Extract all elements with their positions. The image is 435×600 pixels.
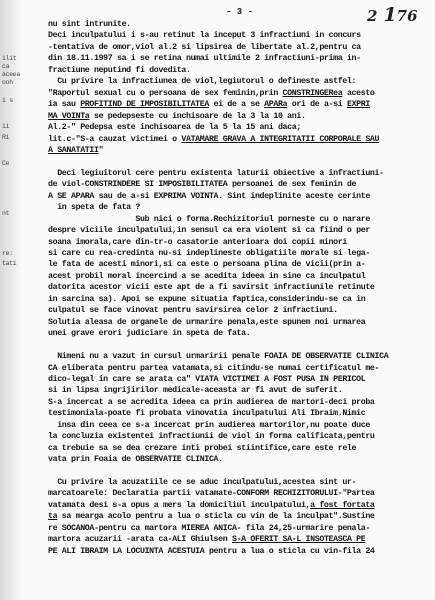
text-line: le fata de acesti minori,si ca este o persoana plina de vicii(prin a- <box>48 260 366 270</box>
text-line: si care cu rea-credinta nu-si indeplineste obligatiile morale si lega- <box>48 249 370 258</box>
margin-fragment: ooh <box>2 79 13 86</box>
underlined-phrase: VATAMARE GRAVA A INTEGRITATII CORPORALE SAU <box>181 134 380 144</box>
text-line: ca trebuie sa se dea crezare inti probei stiintifice,care este rele <box>48 443 357 453</box>
margin-fragment: Ri <box>2 134 10 141</box>
folio-part-b: 1 <box>383 4 397 26</box>
text-line: unei grave erori judiciare in speta de fata. <box>48 329 251 339</box>
text-line: A SANATATII" <box>48 145 104 155</box>
text-line: si in lipsa ingrijirilor medicale-aceasta ar fi avut de suferit. <box>48 386 343 396</box>
folio-part-a: 2 <box>367 7 378 25</box>
underlined-phrase: MA VOINTa <box>48 111 90 121</box>
text-line: PE ALI IBRAIM LA LOCUINTA ACESTUIA pentru a lua o sticla cu vin-fila 24 <box>48 546 375 556</box>
text-line: acest probil moral incercind a se acedita ideea in sine ca inculpatul <box>48 271 366 281</box>
text-line: lit.c-"S-a cauzat victimei o VATAMARE GRAVA A INTEGRITATII CORPORALE SAU <box>48 134 380 144</box>
text-line: A SE APARA sau de a-si EXPRIMA VOINTA. Sint indeplinite aceste cerinte <box>48 191 370 201</box>
text-line: Cu privire la infractiunea de viol,legiutorul o defineste astfel: <box>48 77 357 87</box>
text-line: in sarcina sa). Apoi se expune situatia faptica,considerindu-se ca in <box>48 294 366 304</box>
text-line: marcatoarele: Declaratia partii vatamate-CONFORM RECHIZITORULUI-"Partea <box>48 489 375 499</box>
page-number: - 3 - <box>226 7 254 17</box>
text-line: S-a incercat a se acredita ideea ca prin audierea de martori-deci proba <box>48 397 375 407</box>
scan-left-margin <box>0 0 22 600</box>
text-line: culpatul se face vinovat pentru savirsirea celor 2 infractiuni. <box>48 306 338 316</box>
text-line: insa din ceea ce s-a incercat prin audierea martorilor,nu poate duce <box>48 420 370 430</box>
text-line: vata prin Foaia de OBSERVATIE CLINICA. <box>48 455 223 465</box>
text-line: Deci legiuitorul cere pentru existenta laturii obiective a infractiuni- <box>48 168 384 178</box>
text-line: nu sint intrunite. <box>48 20 131 29</box>
underlined-phrase: EXPRI <box>346 100 370 110</box>
text-line: re SOCANOA-pentru ca martora MIEREA ANICA- fila 24,25-urmarire penala- <box>48 523 370 533</box>
underlined-phrase: PROFITIND DE IMPOSIBILITATEA <box>80 100 209 110</box>
text-line: la concluzia existentei infractiunii de viol in forma calificata,pentru <box>48 432 375 442</box>
text-line: martora acuzarii -arata ca-ALI Ghiulsen S-A OFERIT SA-L INSOTEASCA PE <box>48 535 366 545</box>
text-line: de viol-CONSTRINDERE SI IMPOSIBILITATEA persoanei de sex feminin de <box>48 180 357 190</box>
margin-fragment: tati <box>2 260 17 267</box>
text-line: datorita acestor vicii este apt de a fi savirsit infractiunile retinute <box>48 283 375 293</box>
text-line: fractiune neputind fi dovedita. <box>48 65 191 75</box>
margin-fragment: ilit <box>2 55 17 62</box>
text-line: Al.2-" Pedepsa este inchisoarea de la 5 la 15 ani daca; <box>48 123 301 133</box>
text-line: ia sau PROFITIND DE IMPOSIBILITATEA ei de a se APARa ori de a-si EXPRI <box>48 100 370 110</box>
margin-fragment: aceea <box>2 71 21 78</box>
text-line: -tentativa de omor,viol al.2 si lipsirea de libertate al.2,pentru ca <box>48 42 361 52</box>
margin-fragment: i s <box>2 97 13 104</box>
margin-fragment: nt <box>2 210 10 217</box>
text-line: "Raportul sexual cu o persoana de sex feminin,prin CONSTRINGERea acesto <box>48 88 375 98</box>
underlined-phrase: S-A OFERIT SA-L INSOTEASCA PE <box>231 535 366 545</box>
text-line: Deci inculpatului i s-au retinut la inceput 3 infractiuni in concurs <box>48 31 361 41</box>
text-line: din 18.11.1997 sa i se retina numai ultimile 2 infractiuni-prima in- <box>48 54 361 64</box>
underlined-phrase: ta <box>48 512 58 522</box>
text-line: dico-legal in care se arata ca" VIATA VICTIMEI A FOST PUSA IN PERICOL <box>48 374 366 384</box>
text-line: vatamata desi s-a opus a mers la domiciliul inculpatului,a fost fortata <box>48 500 375 510</box>
underlined-phrase: APARa <box>264 100 288 110</box>
margin-fragment: ca <box>2 63 10 70</box>
text-line: Cu privire la acuzatiile ce se aduc inculpatului,acestea sint ur- <box>48 478 357 487</box>
text-line: MA VOINTa se pedepseste cu inchisoare de la 3 la 10 ani. <box>48 111 306 121</box>
underlined-phrase: CONSTRINGERea <box>282 88 343 98</box>
margin-fragment: ii <box>2 123 10 130</box>
margin-fragment: re: <box>2 250 13 257</box>
text-line: despre viciile inculpatului,in sensul ca era violent si ca fiind o per <box>48 226 370 236</box>
text-line: testimoniala-poate fi probata vinovatia inculpatului Ali Ibraim.Nimic <box>48 409 366 419</box>
text-line: ta sa mearga acolo pentru a lua o sticla cu vin de la inculpat".Sustine <box>48 512 375 522</box>
text-line: in speta de fata ? <box>48 203 140 213</box>
text-line: Solutia aleasa de organele de urmarire penala,este spunem noi urmarea <box>48 317 366 327</box>
text-line: CA eliberata pentru partea vatamata,si citindu-se numai certificatul me- <box>48 363 380 373</box>
text-line: soana imorala,care din-tr-o casatorie anterioara doi copii minori <box>48 237 347 247</box>
underlined-phrase: A SANATATII <box>48 145 99 155</box>
margin-fragment: Ce <box>2 160 10 167</box>
underlined-phrase: a fost fortata <box>310 500 375 510</box>
text-line: Nimeni nu a vazut in cursul urmaririi penale FOAIA DE OBSERVATIE CLINICA <box>48 352 389 362</box>
folio-part-c: 76 <box>396 7 418 25</box>
text-line: Sub nici o forma.Rechizitoriul porneste cu o narare <box>48 214 370 224</box>
